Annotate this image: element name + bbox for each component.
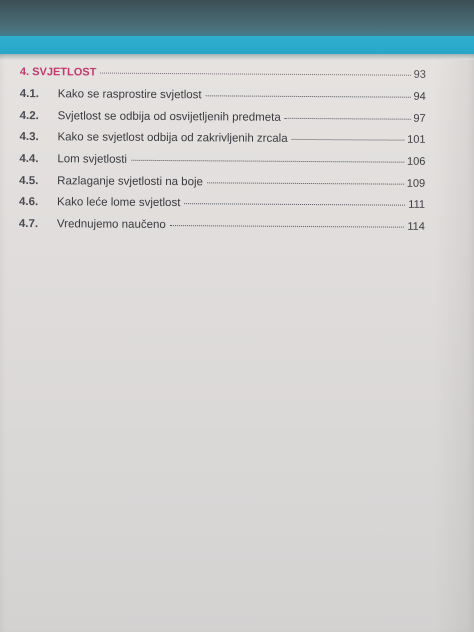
dot-leader	[206, 95, 411, 97]
dot-leader	[100, 73, 410, 76]
toc-entry	[19, 175, 425, 200]
chapter-page-number: 93	[413, 68, 426, 81]
dot-leader	[131, 160, 404, 163]
dot-leader	[207, 182, 404, 184]
header-band-shadow	[0, 54, 474, 60]
toc-chapter-heading	[20, 66, 426, 91]
entry-number: 4.3.	[19, 131, 39, 144]
table-of-contents	[19, 66, 426, 243]
entry-number: 4.2.	[19, 109, 39, 122]
entry-number: 4.4.	[19, 153, 39, 166]
entry-title: Vrednujemo naučeno	[56, 218, 166, 232]
dot-leader	[285, 118, 411, 120]
toc-entry	[19, 131, 425, 156]
chapter-title: 4. SVJETLOST	[19, 66, 97, 79]
entry-number: 4.6.	[19, 196, 39, 209]
entry-page-number: 109	[406, 177, 426, 190]
entry-number: 4.1.	[19, 87, 40, 101]
page-edge-shadow	[434, 60, 474, 632]
dot-leader	[292, 139, 405, 141]
toc-entry	[19, 218, 425, 243]
entry-number: 4.5.	[19, 174, 39, 187]
entry-title: Kako leće lome svjetlost	[57, 196, 181, 210]
entry-title: Kako se svjetlost odbija od zakrivljenih zrcala	[57, 131, 288, 146]
entry-title: Lom svjetlosti	[57, 153, 128, 166]
entry-title: Kako se rasprostire svjetlost	[57, 88, 202, 102]
header-color-band	[0, 36, 474, 54]
entry-page-number: 97	[413, 112, 426, 125]
toc-entry	[20, 110, 426, 135]
entry-page-number: 101	[407, 134, 426, 147]
entry-number: 4.7.	[18, 218, 39, 231]
entry-title: Svjetlost se odbija od osvijetljenih predmeta	[57, 109, 281, 124]
toc-entry	[20, 88, 426, 113]
entry-title: Razlaganje svjetlosti na boje	[57, 175, 204, 189]
toc-entry	[19, 153, 425, 178]
toc-entry	[19, 196, 425, 221]
entry-page-number: 111	[408, 199, 426, 212]
entry-page-number: 114	[407, 220, 425, 233]
dot-leader	[184, 204, 405, 207]
dot-leader	[170, 225, 405, 228]
entry-page-number: 94	[413, 90, 426, 103]
entry-page-number: 106	[406, 155, 426, 168]
